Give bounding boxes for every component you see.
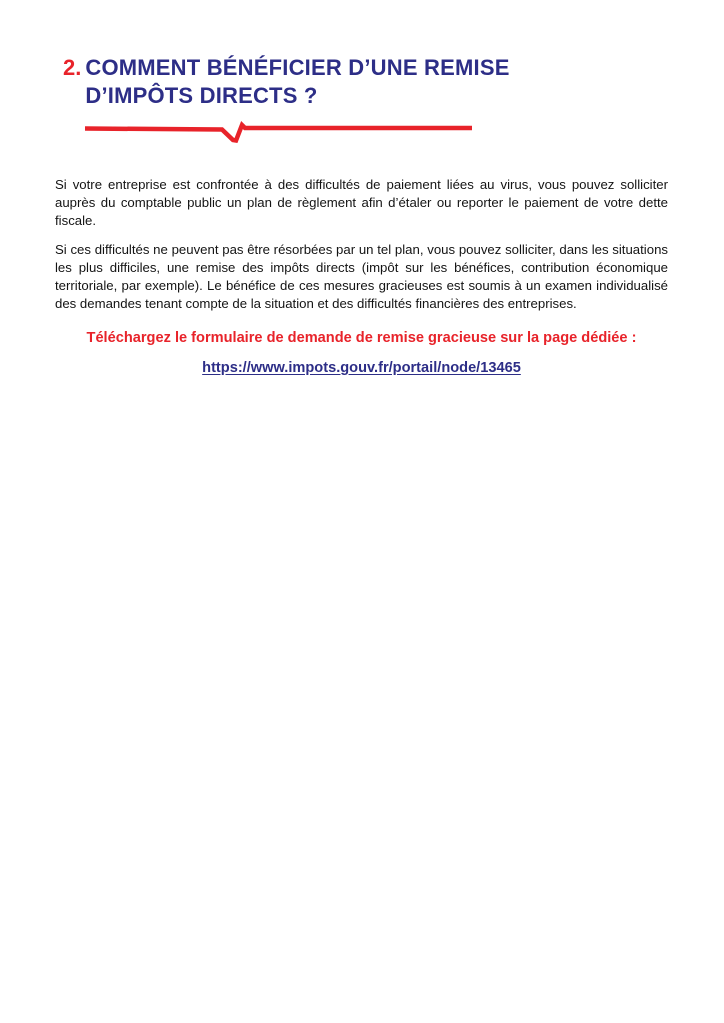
section-number: 2. [63,55,82,80]
section-title-line-2: D’IMPÔTS DIRECTS ? [85,83,318,108]
section-heading [63,54,510,110]
link-row [55,359,668,377]
section-title [85,54,509,110]
impots-gouv-link[interactable]: https://www.impots.gouv.fr/portail/node/13465 [202,360,521,376]
body-text-column [55,176,668,377]
red-swoosh-underline-icon [84,120,474,148]
paragraph-tax-remission: Si ces difficultés ne peuvent pas être résorbées par un tel plan, vous pouvez solliciter, dans les situations les plus difficiles, une remise des impôts directs (impôt sur les bénéfices, contribution économique territoriale, par exemple). Le bénéfice de ces mesures gracieuses est soumis à un examen individualisé des demandes tenant compte de la situation et des difficultés financières des entreprises. [55,242,668,311]
paragraph-payment-plan: Si votre entreprise est confrontée à des difficultés de paiement liées au virus, vous pouvez solliciter auprès du comptable public un plan de règlement afin d’étaler ou reporter le paiement de votre dette fiscale. [55,177,668,228]
download-cta-text: Téléchargez le formulaire de demande de remise gracieuse sur la page dédiée : [86,330,637,346]
section-title-line-1: COMMENT BÉNÉFICIER D’UNE REMISE [85,55,510,80]
